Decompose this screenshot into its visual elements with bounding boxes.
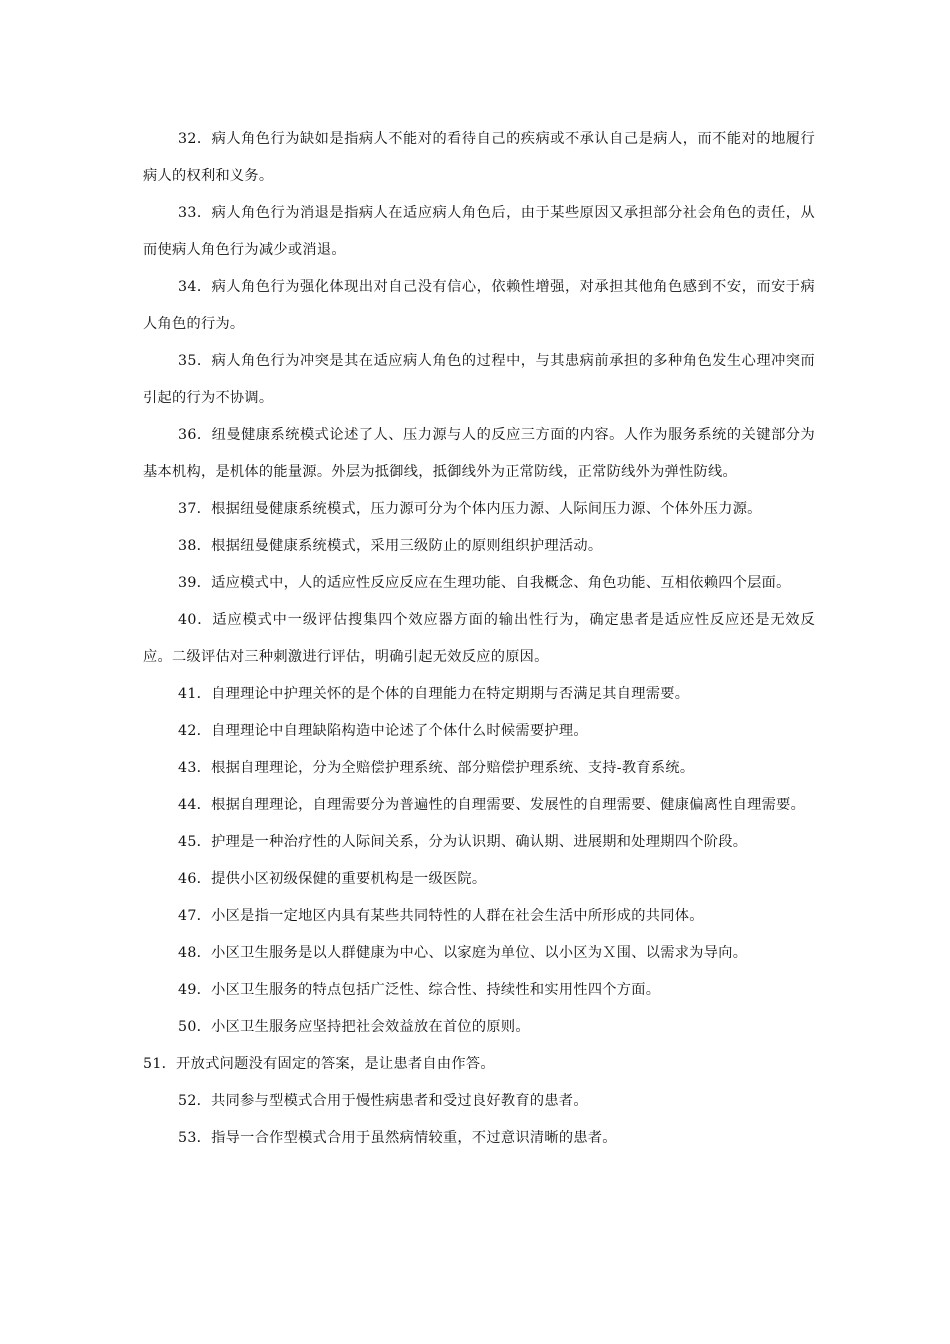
item-number: 53． bbox=[178, 1130, 212, 1146]
item-text: 开放式问题没有固定的答案，是让患者自由作答。 bbox=[176, 1056, 495, 1072]
item-text: 小区卫生服务的特点包括广泛性、综合性、持续性和实用性四个方面。 bbox=[211, 982, 661, 998]
item-text: 适应模式中，人的适应性反应反应在生理功能、自我概念、角色功能、互相依赖四个层面。 bbox=[211, 575, 791, 591]
item-text: 小区是指一定地区内具有某些共同特性的人群在社会生活中所形成的共同体。 bbox=[211, 908, 704, 924]
list-item bbox=[143, 898, 815, 935]
item-number: 47． bbox=[178, 908, 212, 924]
item-number: 34． bbox=[178, 279, 212, 295]
item-number: 45． bbox=[178, 834, 212, 850]
item-number: 32． bbox=[178, 131, 212, 147]
item-text: 共同参与型模式合用于慢性病患者和受过良好教育的患者。 bbox=[211, 1093, 588, 1109]
item-text: 自理理论中自理缺陷构造中论述了个体什么时候需要护理。 bbox=[211, 723, 588, 739]
item-text: 小区卫生服务应坚持把社会效益放在首位的原则。 bbox=[211, 1019, 530, 1035]
item-number: 52． bbox=[178, 1093, 212, 1109]
list-item bbox=[143, 972, 815, 1009]
item-text: 小区卫生服务是以人群健康为中心、以家庭为单位、以小区为Ｘ围、以需求为导向。 bbox=[211, 945, 748, 961]
list-item bbox=[143, 1120, 815, 1157]
item-number: 44． bbox=[178, 797, 212, 813]
list-item bbox=[143, 1083, 815, 1120]
item-number: 38． bbox=[178, 538, 212, 554]
list-item bbox=[143, 713, 815, 750]
list-item bbox=[143, 269, 815, 343]
list-item bbox=[143, 195, 815, 269]
list-item bbox=[143, 565, 815, 602]
item-number: 36． bbox=[178, 427, 212, 443]
item-text: 病人角色行为消退是指病人在适应病人角色后，由于某些原因又承担部分社会角色的责任，从而使病人角色行为减少或消退。 bbox=[143, 205, 816, 258]
list-item bbox=[143, 417, 815, 491]
list-item bbox=[143, 343, 815, 417]
item-text: 自理理论中护理关怀的是个体的自理能力在特定期期与否满足其自理需要。 bbox=[211, 686, 690, 702]
list-item bbox=[143, 750, 815, 787]
list-item bbox=[143, 824, 815, 861]
item-text: 适应模式中一级评估搜集四个效应器方面的输出性行为，确定患者是适应性反应还是无效反应。二级评估对三种刺激进行评估，明确引起无效反应的原因。 bbox=[143, 612, 815, 665]
list-item bbox=[143, 935, 815, 972]
item-text: 根据纽曼健康系统模式，采用三级防止的原则组织护理活动。 bbox=[211, 538, 603, 554]
item-number: 40． bbox=[178, 612, 213, 628]
list-item bbox=[143, 676, 815, 713]
list-item bbox=[143, 1046, 815, 1083]
list-item bbox=[143, 861, 815, 898]
list-item bbox=[143, 602, 815, 676]
item-number: 43． bbox=[178, 760, 212, 776]
item-number: 46． bbox=[178, 871, 212, 887]
item-number: 37． bbox=[178, 501, 212, 517]
item-text: 护理是一种治疗性的人际间关系，分为认识期、确认期、进展期和处理期四个阶段。 bbox=[211, 834, 748, 850]
item-text: 病人角色行为强化体现出对自己没有信心，依赖性增强，对承担其他角色感到不安，而安于病人角色的行为。 bbox=[143, 279, 816, 332]
item-number: 48． bbox=[178, 945, 212, 961]
item-text: 根据自理理论，分为全赔偿护理系统、部分赔偿护理系统、支持-教育系统。 bbox=[211, 760, 695, 776]
item-number: 51． bbox=[143, 1056, 177, 1072]
list-item bbox=[143, 1009, 815, 1046]
list-item bbox=[143, 528, 815, 565]
item-text: 纽曼健康系统模式论述了人、压力源与人的反应三方面的内容。人作为服务系统的关键部分为基本机构，是机体的能量源。外层为抵御线，抵御线外为正常防线，正常防线外为弹性防线。 bbox=[143, 427, 816, 480]
item-number: 35． bbox=[178, 353, 212, 369]
item-text: 提供小区初级保健的重要机构是一级医院。 bbox=[211, 871, 487, 887]
document-body bbox=[143, 121, 815, 1157]
item-number: 41． bbox=[178, 686, 212, 702]
item-number: 49． bbox=[178, 982, 212, 998]
list-item bbox=[143, 121, 815, 195]
list-item bbox=[143, 787, 815, 824]
item-number: 42． bbox=[178, 723, 212, 739]
item-number: 33． bbox=[178, 205, 212, 221]
item-text: 指导一合作型模式合用于虽然病情较重，不过意识清晰的患者。 bbox=[211, 1130, 617, 1146]
item-number: 50． bbox=[178, 1019, 212, 1035]
item-text: 根据自理理论，自理需要分为普遍性的自理需要、发展性的自理需要、健康偏离性自理需要。 bbox=[211, 797, 806, 813]
list-item bbox=[143, 491, 815, 528]
item-text: 病人角色行为冲突是其在适应病人角色的过程中，与其患病前承担的多种角色发生心理冲突而引起的行为不协调。 bbox=[143, 353, 816, 406]
item-number: 39． bbox=[178, 575, 212, 591]
item-text: 病人角色行为缺如是指病人不能对的看待自己的疾病或不承认自己是病人，而不能对的地履行病人的权利和义务。 bbox=[143, 131, 816, 184]
item-text: 根据纽曼健康系统模式，压力源可分为个体内压力源、人际间压力源、个体外压力源。 bbox=[211, 501, 762, 517]
